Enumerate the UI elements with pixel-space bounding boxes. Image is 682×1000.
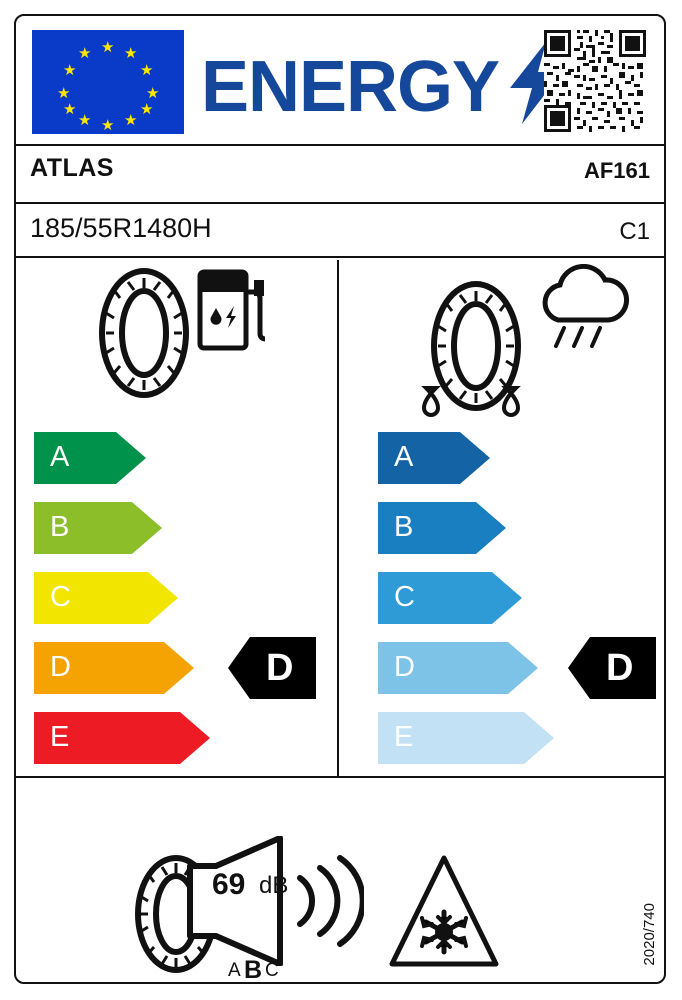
grade-letter: B: [394, 511, 414, 543]
label-header: [16, 16, 664, 144]
noise-class-a: A: [228, 960, 241, 981]
model-code: AF161: [583, 158, 650, 183]
panel-divider: [337, 260, 339, 776]
tyre-icon: [90, 268, 198, 398]
divider-top: [16, 144, 664, 146]
fuel-selected-marker: [228, 637, 316, 699]
qr-code: [544, 30, 646, 132]
noise-class-c: C: [265, 960, 279, 981]
speaker-icon: [184, 836, 364, 966]
eu-flag-icon: ★ ★ ★ ★ ★ ★ ★ ★ ★ ★ ★ ★: [32, 30, 184, 134]
wet-selected-marker: [568, 637, 656, 699]
wet-grade-A: [378, 432, 490, 484]
noise-value: 69: [212, 868, 246, 901]
fuel-selected-letter: D: [266, 647, 294, 689]
fuel-grade-D: [34, 642, 194, 694]
tyre-wet-icon: [416, 276, 536, 426]
fuel-grade-C: [34, 572, 178, 624]
fuel-grade-B: [34, 502, 162, 554]
wet-selected-letter: D: [606, 647, 634, 689]
noise-class-b: B: [244, 956, 263, 984]
fuel-pump-icon: [196, 264, 268, 354]
grade-letter: E: [394, 721, 414, 753]
grade-letter: D: [50, 651, 71, 683]
wet-grade-C: [378, 572, 522, 624]
grade-letter: B: [50, 511, 70, 543]
wet-grade-B: [378, 502, 506, 554]
grade-letter: C: [394, 581, 415, 613]
wet-grade-D: [378, 642, 538, 694]
snowflake-mountain-icon: [388, 854, 500, 970]
rain-cloud-icon: [534, 264, 630, 358]
grade-letter: E: [50, 721, 70, 753]
tyre-class: C1: [619, 218, 650, 245]
wet-grade-E: [378, 712, 554, 764]
grade-letter: A: [394, 441, 414, 473]
noise-snow-panel: [16, 798, 664, 984]
performance-panel: [16, 256, 664, 796]
tyre-energy-label: [14, 14, 666, 984]
brand-name: ATLAS: [30, 154, 114, 182]
grade-letter: A: [50, 441, 70, 473]
tyre-size: 185/55R1480H: [30, 213, 212, 243]
fuel-grade-E: [34, 712, 210, 764]
energy-title: ENERGY: [201, 47, 500, 127]
date-code: 2020/740: [641, 903, 658, 966]
noise-unit: dB: [259, 872, 289, 899]
grade-letter: D: [394, 651, 415, 683]
grade-letter: C: [50, 581, 71, 613]
divider-brand: [16, 202, 664, 204]
fuel-grade-A: [34, 432, 146, 484]
